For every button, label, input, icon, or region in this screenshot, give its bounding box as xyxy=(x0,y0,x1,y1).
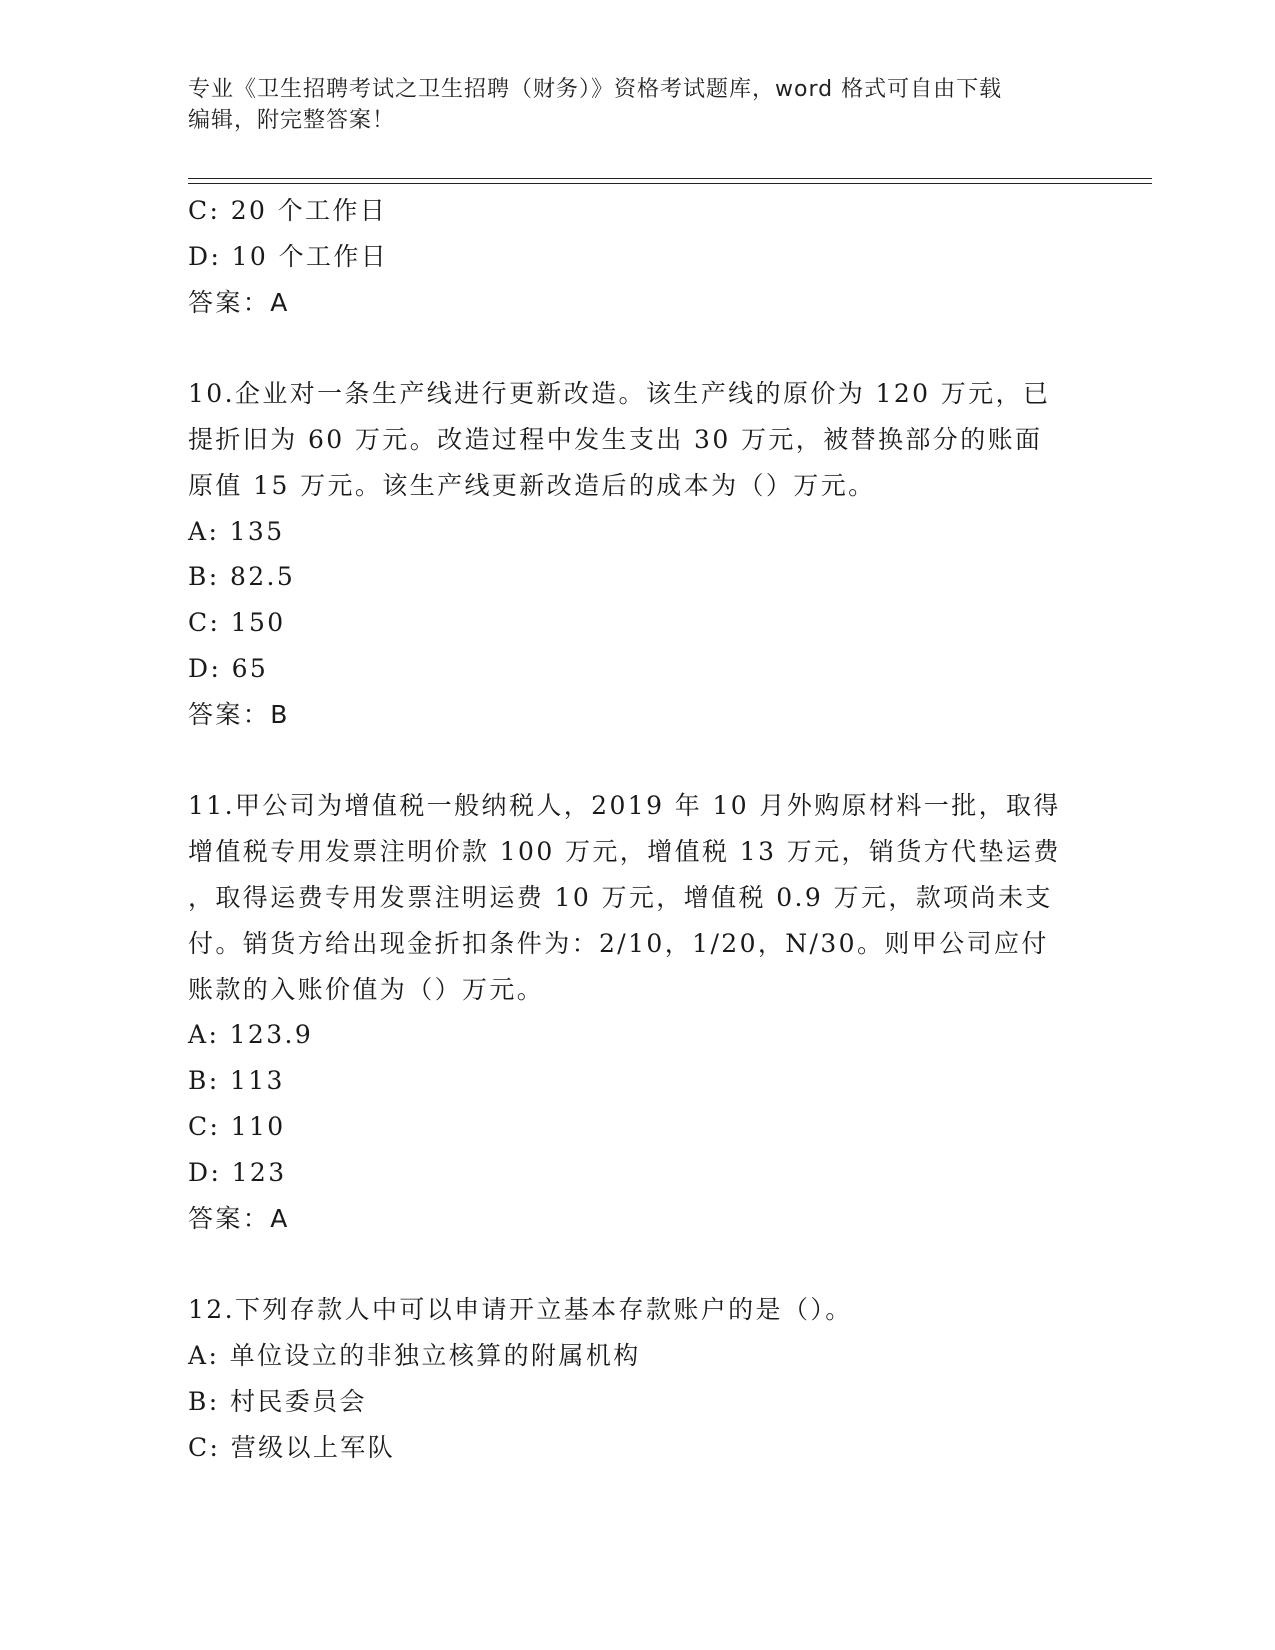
question-text xyxy=(188,371,1088,508)
option-b: B: 82.5 xyxy=(188,562,296,592)
option-a: A: 123.9 xyxy=(188,1020,314,1050)
option-d: D: 10 个工作日 xyxy=(188,241,389,271)
question-text-line: 11.甲公司为增值税一般纳税人，2019 年 10 月外购原材料一批，取得 xyxy=(188,791,1061,821)
spacer xyxy=(188,1241,1088,1287)
question-11 xyxy=(188,783,1088,1241)
header-divider-top xyxy=(188,178,1152,179)
spacer xyxy=(188,738,1088,784)
option-c: C: 110 xyxy=(188,1111,286,1141)
question-text-line: 账款的入账价值为（）万元。 xyxy=(188,974,545,1004)
header-divider-bottom xyxy=(188,183,1152,184)
question-12 xyxy=(188,1287,1088,1470)
header-line-2: 编辑，附完整答案！ xyxy=(188,108,396,133)
question-text-line: 提折旧为 60 万元。改造过程中发生支出 30 万元，被替换部分的账面 xyxy=(188,424,1043,454)
question-text xyxy=(188,1287,1088,1333)
document-body xyxy=(188,188,1088,1470)
question-text-line: 增值税专用发票注明价款 100 万元，增值税 13 万元，销货方代垫运费 xyxy=(188,837,1061,867)
option-a: A: 135 xyxy=(188,516,285,546)
option-a: A: 单位设立的非独立核算的附属机构 xyxy=(188,1340,641,1370)
question-10 xyxy=(188,371,1088,737)
option-c: C: 150 xyxy=(188,608,286,638)
spacer xyxy=(188,325,1088,371)
header-line-1: 专业《卫生招聘考试之卫生招聘（财务）》资格考试题库，word 格式可自由下载 xyxy=(188,77,1003,102)
question-text-line: 原值 15 万元。该生产线更新改造后的成本为（）万元。 xyxy=(188,470,876,500)
answer: 答案：B xyxy=(188,699,290,729)
question-text-line: 12.下列存款人中可以申请开立基本存款账户的是（）。 xyxy=(188,1295,853,1325)
question-text-line: ，取得运费专用发票注明运费 10 万元，增值税 0.9 万元，款项尚未支 xyxy=(188,882,1053,912)
question-text xyxy=(188,783,1088,1012)
answer: 答案：A xyxy=(188,287,290,317)
option-d: D: 65 xyxy=(188,653,269,683)
option-b: B: 村民委员会 xyxy=(188,1386,367,1416)
option-b: B: 113 xyxy=(188,1066,285,1096)
question-text-line: 付。销货方给出现金折扣条件为：2/10，1/20，N/30。则甲公司应付 xyxy=(188,928,1049,958)
answer: 答案：A xyxy=(188,1203,290,1233)
document-header xyxy=(188,74,1088,136)
prev-question xyxy=(188,188,1088,325)
question-text-line: 10.企业对一条生产线进行更新改造。该生产线的原价为 120 万元，已 xyxy=(188,379,1051,409)
option-d: D: 123 xyxy=(188,1157,287,1187)
option-c: C: 20 个工作日 xyxy=(188,196,388,225)
option-c: C: 营级以上军队 xyxy=(188,1432,396,1462)
